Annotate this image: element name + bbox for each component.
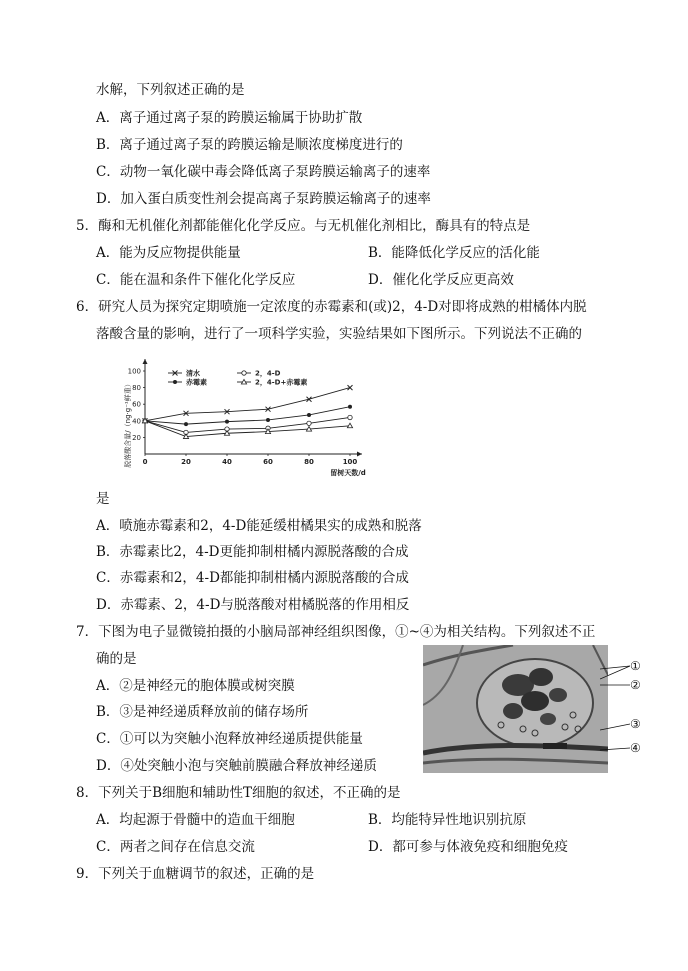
q5-option-a: A．能为反应物提供能量 [96, 245, 241, 261]
q9-stem: 9．下列关于血糖调节的叙述，正确的是 [76, 866, 315, 882]
legend-label-3: 2，4-D+赤霉素 [255, 378, 308, 387]
data-point-s2-4 [307, 421, 311, 425]
data-point-s1-1 [184, 422, 188, 426]
q6-stem-line1: 6．研究人员为探究定期喷施一定浓度的赤霉素和(或)2，4-D对即将成熟的柑橘体内脱 [76, 299, 587, 315]
q5-option-b: B．能降低化学反应的活化能 [368, 245, 540, 261]
y-tick-label: 20 [132, 433, 141, 442]
data-point-s1-5 [348, 405, 352, 409]
y-tick-label: 60 [132, 400, 141, 409]
label-structure-3: ③ [630, 717, 641, 731]
x-tick-label: 0 [142, 458, 148, 466]
series-line-2 [145, 417, 350, 432]
q7-option-a: A．②是神经元的胞体膜或树突膜 [96, 678, 295, 694]
q8-stem: 8．下列关于B细胞和辅助性T细胞的叙述，不正确的是 [76, 785, 401, 801]
legend-label-0: 清水 [186, 369, 200, 378]
label-structure-2: ② [630, 678, 641, 692]
chart-xlabel: 留树天数/d [330, 469, 366, 477]
q7-stem-line1: 7．下图为电子显微镜拍摄的小脑局部神经组织图像，①~④为相关结构。下列叙述不正 [76, 624, 596, 640]
data-point-s1-4 [307, 413, 311, 417]
micrograph-drawing [423, 645, 608, 773]
q6-stem-line2: 落酸含量的影响，进行了一项科学实验，实验结果如下图所示。下列说法不正确的 [96, 326, 582, 342]
q4-option-c: C．动物一氧化碳中毒会降低离子泵跨膜运输离子的速率 [96, 164, 431, 180]
x-tick-label: 60 [263, 458, 273, 466]
y-tick-label: 40 [132, 417, 141, 426]
q6-option-a: A．喷施赤霉素和2，4-D能延缓柑橘果实的成熟和脱落 [96, 518, 422, 534]
label-structure-4: ④ [630, 741, 641, 755]
q6-stem-end: 是 [96, 491, 110, 507]
chart-ylabel: 脱落酸含量/（ng·g⁻¹鲜重） [124, 380, 132, 468]
x-tick-label: 20 [181, 458, 191, 466]
q8-option-c: C．两者之间存在信息交流 [96, 839, 255, 855]
x-tick-label: 80 [304, 458, 314, 466]
electron-micrograph [423, 645, 608, 773]
y-axis-arrow [143, 359, 148, 364]
abscisic-acid-chart [120, 352, 382, 478]
q7-stem-line2: 确的是 [96, 651, 137, 667]
q6-option-d: D．赤霉素、2，4-D与脱落酸对柑橘脱落的作用相反 [96, 597, 410, 613]
label-structure-1: ① [630, 659, 641, 673]
data-point-s1-2 [225, 420, 229, 424]
y-tick-label: 100 [127, 367, 141, 376]
callout-lines [600, 655, 632, 755]
q5-option-c: C．能在温和条件下催化化学反应 [96, 272, 296, 288]
series-line-0 [145, 388, 350, 421]
x-axis-arrow [357, 452, 362, 457]
legend-label-1: 赤霉素 [186, 378, 207, 387]
q6-option-b: B．赤霉素比2，4-D更能抑制柑橘内源脱落酸的合成 [96, 544, 409, 560]
q7-option-c: C．①可以为突触小泡释放神经递质提供能量 [96, 731, 363, 747]
data-point-s1-3 [266, 418, 270, 422]
q5-stem: 5．酶和无机催化剂都能催化化学反应。与无机催化剂相比，酶具有的特点是 [76, 218, 531, 234]
q8-option-a: A．均起源于骨髓中的造血干细胞 [96, 812, 295, 828]
q6-option-c: C．赤霉素和2，4-D都能抑制柑橘内源脱落酸的合成 [96, 570, 409, 586]
data-point-s2-5 [348, 415, 352, 419]
x-tick-label: 100 [342, 458, 358, 466]
q5-option-d: D．催化化学反应更高效 [368, 272, 514, 288]
legend-label-2: 2，4-D [255, 369, 281, 378]
q4-option-d: D．加入蛋白质变性剂会提高离子泵跨膜运输离子的速率 [96, 191, 431, 207]
legend-marker-2 [242, 371, 246, 375]
data-point-s0-5 [348, 385, 353, 390]
q8-option-d: D．都可参与体液免疫和细胞免疫 [368, 839, 568, 855]
q7-option-d: D．④处突触小泡与突触前膜融合释放神经递质 [96, 758, 377, 774]
q7-option-b: B．③是神经递质释放前的储存场所 [96, 704, 309, 720]
q8-option-b: B．均能特异性地识别抗原 [368, 812, 527, 828]
legend-marker-1 [173, 380, 177, 384]
x-tick-label: 40 [222, 458, 232, 466]
q4-stem-continuation: 水解，下列叙述正确的是 [96, 82, 245, 98]
q4-option-a: A．离子通过离子泵的跨膜运输属于协助扩散 [96, 110, 363, 126]
y-tick-label: 80 [132, 384, 141, 393]
q4-option-b: B．离子通过离子泵的跨膜运输是顺浓度梯度进行的 [96, 137, 403, 153]
